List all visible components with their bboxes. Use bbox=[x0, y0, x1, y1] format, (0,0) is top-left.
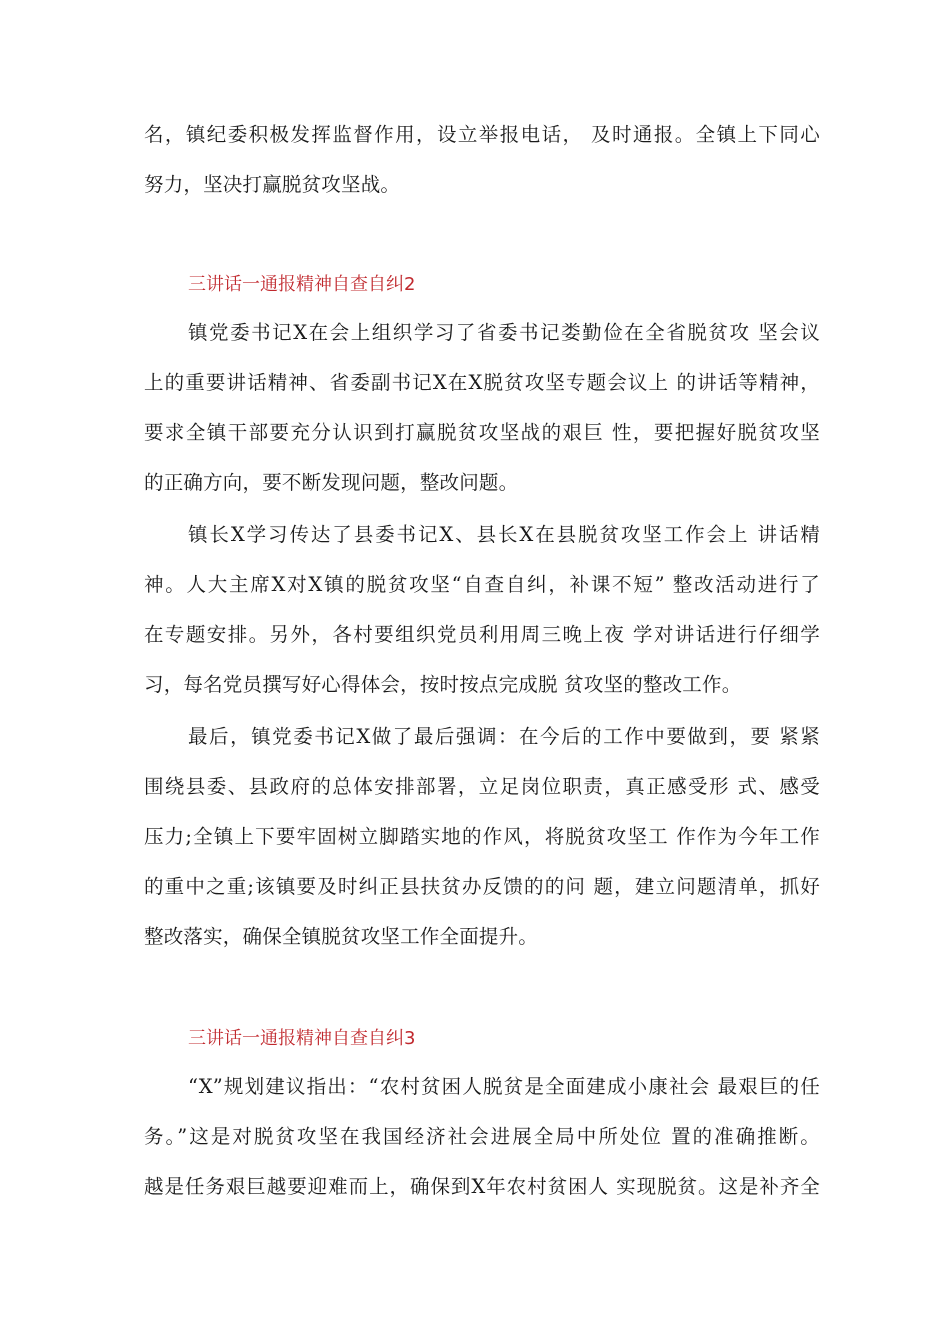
body-text-line: 务。”这是对脱贫攻坚在我国经济社会进展全局中所处位 置的准确推断。 bbox=[144, 1125, 820, 1148]
body-text-line: 在专题安排。另外，各村要组织党员利用周三晚上夜 学对讲话进行仔细学 bbox=[144, 623, 820, 646]
paragraph-first-line: 镇党委书记X在会上组织学习了省委书记娄勤俭在全省脱贫攻 坚会议 bbox=[188, 321, 820, 344]
body-text-line: 名，镇纪委积极发挥监督作用，设立举报电话， 及时通报。全镇上下同心 bbox=[144, 123, 820, 146]
body-text-line: 神。人大主席X对X镇的脱贫攻坚“自查自纠，补课不短” 整改活动进行了 bbox=[144, 573, 820, 596]
section-heading-2: 三讲话一通报精神自查自纠2 bbox=[188, 274, 416, 295]
body-text-line: 习，每名党员撰写好心得体会，按时按点完成脱 贫攻坚的整改工作。 bbox=[144, 673, 742, 696]
paragraph-first-line: 最后，镇党委书记X做了最后强调：在今后的工作中要做到，要 紧紧 bbox=[188, 725, 820, 748]
body-text-line: 上的重要讲话精神、省委副书记X在X脱贫攻坚专题会议上 的讲话等精神， bbox=[144, 371, 820, 394]
section-heading-3: 三讲话一通报精神自查自纠3 bbox=[188, 1028, 416, 1049]
body-text-line: 围绕县委、县政府的总体安排部署，立足岗位职责，真正感受形 式、感受 bbox=[144, 775, 820, 798]
body-text-line: 的正确方向，要不断发现问题，整改问题。 bbox=[144, 471, 519, 494]
paragraph-first-line: 镇长X学习传达了县委书记X、县长X在县脱贫攻坚工作会上 讲话精 bbox=[188, 523, 820, 546]
body-text-line: 压力;全镇上下要牢固树立脚踏实地的作风，将脱贫攻坚工 作作为今年工作 bbox=[144, 825, 820, 848]
body-text-line: 努力，坚决打赢脱贫攻坚战。 bbox=[144, 173, 401, 196]
body-text-line: 整改落实，确保全镇脱贫攻坚工作全面提升。 bbox=[144, 925, 539, 948]
body-text-line: 要求全镇干部要充分认识到打赢脱贫攻坚战的艰巨 性，要把握好脱贫攻坚 bbox=[144, 421, 820, 444]
body-text-line: 的重中之重;该镇要及时纠正县扶贫办反馈的的问 题，建立问题清单，抓好 bbox=[144, 875, 820, 898]
paragraph-first-line: “X”规划建议指出：“农村贫困人脱贫是全面建成小康社会 最艰巨的任 bbox=[188, 1075, 820, 1098]
body-text-line: 越是任务艰巨越要迎难而上，确保到X年农村贫困人 实现脱贫。这是补齐全 bbox=[144, 1175, 820, 1198]
